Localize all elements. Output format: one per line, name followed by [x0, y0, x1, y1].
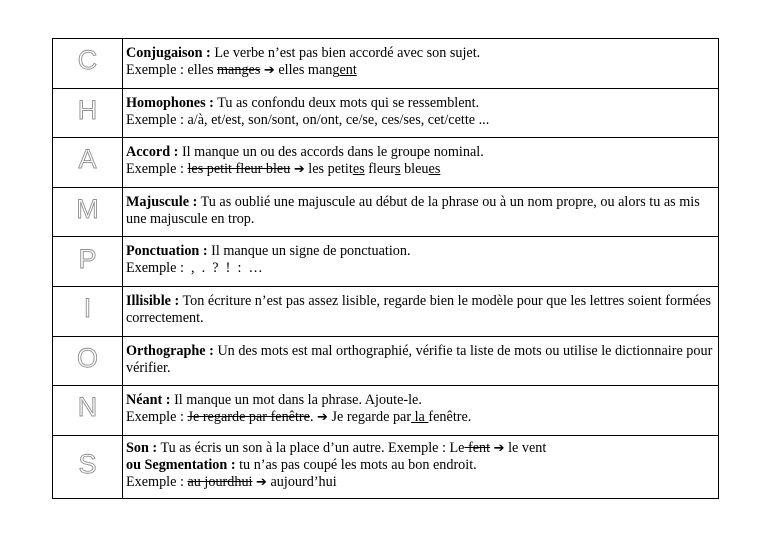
row-definition: Illisible : Ton écriture n’est pas assez lisible, regarde bien le modèle pour que les lettres soient formées correctement. — [126, 292, 711, 326]
row-definition: Accord : Il manque un ou des accords dans le groupe nominal. — [126, 144, 484, 161]
corrected-part: es — [352, 161, 365, 178]
table-row — [53, 88, 719, 138]
wrong-word: Je regarde par fenêtre — [187, 409, 310, 426]
row-title: Majuscule : — [126, 193, 198, 210]
champions-table — [52, 38, 719, 499]
row-definition: Néant : Il manque un mot dans la phrase. Ajoute-le. — [126, 392, 422, 409]
row-description — [123, 386, 719, 436]
table-row — [53, 286, 719, 336]
row-description — [123, 187, 719, 237]
arrow-icon: ➔ — [293, 162, 305, 178]
row-title: Conjugaison : — [126, 45, 211, 61]
row-letter: M — [76, 194, 99, 225]
row-title: Ponctuation : — [126, 243, 208, 260]
row-letter: I — [83, 293, 92, 324]
row-letter-cell — [53, 336, 123, 386]
row-definition: Conjugaison : Le verbe n’est pas bien accordé avec son sujet. — [126, 45, 481, 61]
row-definition: Orthographe : Un des mots est mal orthographié, vérifie ta liste de mots ou utilise le dictionnaire pour vérifier. — [126, 342, 713, 376]
table-row — [53, 237, 719, 287]
row-title: Homophones : — [126, 94, 214, 111]
row-description — [123, 336, 719, 386]
row-letter-cell — [53, 39, 123, 89]
row-letter: A — [78, 144, 97, 175]
table-row — [53, 39, 719, 89]
table-row — [53, 187, 719, 237]
row-title: Son : — [126, 439, 158, 456]
row-letter-cell — [53, 138, 123, 188]
row-definition: Majuscule : Tu as oublié une majuscule au début de la phrase ou à un nom propre, ou alors tu as mis une majuscule en trop. — [126, 193, 700, 227]
arrow-icon: ➔ — [317, 410, 328, 426]
row-definition: Homophones : Tu as confondu deux mots qui se ressemblent. — [126, 94, 480, 111]
corrected-part: es — [428, 161, 441, 178]
row-description — [123, 286, 719, 336]
arrow-icon: ➔ — [493, 440, 505, 456]
row-title-2: ou Segmentation : — [126, 456, 236, 473]
row-title: Orthographe : — [126, 342, 214, 359]
row-description — [123, 138, 719, 188]
corrected-part: ent — [339, 62, 357, 78]
row-letter-cell — [53, 386, 123, 436]
row-title: Illisible : — [126, 292, 180, 309]
wrong-word: manges — [217, 62, 261, 78]
row-description — [123, 39, 719, 89]
row-letter: P — [78, 243, 97, 274]
row-letter-cell — [53, 435, 123, 498]
row-description — [123, 435, 719, 498]
arrow-icon: ➔ — [263, 63, 275, 78]
row-example: Exemple : les petit fleur bleu ➔ les petites fleurs bleues — [126, 161, 441, 178]
row-example: Exemple : , . ? ! : … — [126, 260, 263, 277]
row-definition: Ponctuation : Il manque un signe de ponctuation. — [126, 243, 411, 260]
row-letter-cell — [53, 237, 123, 287]
arrow-icon: ➔ — [256, 474, 267, 490]
table-row — [53, 386, 719, 436]
row-letter-cell — [53, 187, 123, 237]
corrected-part: s — [395, 161, 401, 178]
row-letter: S — [78, 448, 97, 479]
row-example: Exemple : elles manges ➔ elles mangent — [126, 62, 357, 78]
row-letter-cell — [53, 88, 123, 138]
row-title: Néant : — [126, 392, 171, 409]
table-row — [53, 435, 719, 498]
row-example: Exemple : Je regarde par fenêtre. ➔ Je regarde par la fenêtre. — [126, 409, 472, 426]
wrong-word: au jourdhui — [187, 473, 253, 490]
row-letter-cell — [53, 286, 123, 336]
row-description — [123, 88, 719, 138]
row-letter: N — [77, 392, 98, 423]
row-title: Accord : — [126, 144, 179, 161]
row-example: Exemple : a/à, et/est, son/sont, on/ont, ce/se, ces/ses, cet/cette ... — [126, 111, 490, 128]
row-letter: O — [76, 342, 98, 373]
corrected-part: la — [411, 409, 429, 426]
row-letter: C — [77, 45, 98, 76]
wrong-word: fent — [464, 439, 491, 456]
row-definition-2: ou Segmentation : tu n’as pas coupé les mots au bon endroit. — [126, 456, 477, 473]
row-description — [123, 237, 719, 287]
row-definition: Son : Tu as écris un son à la place d’un autre. Exemple : Le fent ➔ le vent — [126, 439, 547, 456]
row-letter: H — [77, 94, 98, 125]
row-example: Exemple : au jourdhui ➔ aujourd’hui — [126, 473, 337, 490]
wrong-word: les petit fleur bleu — [187, 161, 291, 178]
table-row — [53, 138, 719, 188]
table-row — [53, 336, 719, 386]
